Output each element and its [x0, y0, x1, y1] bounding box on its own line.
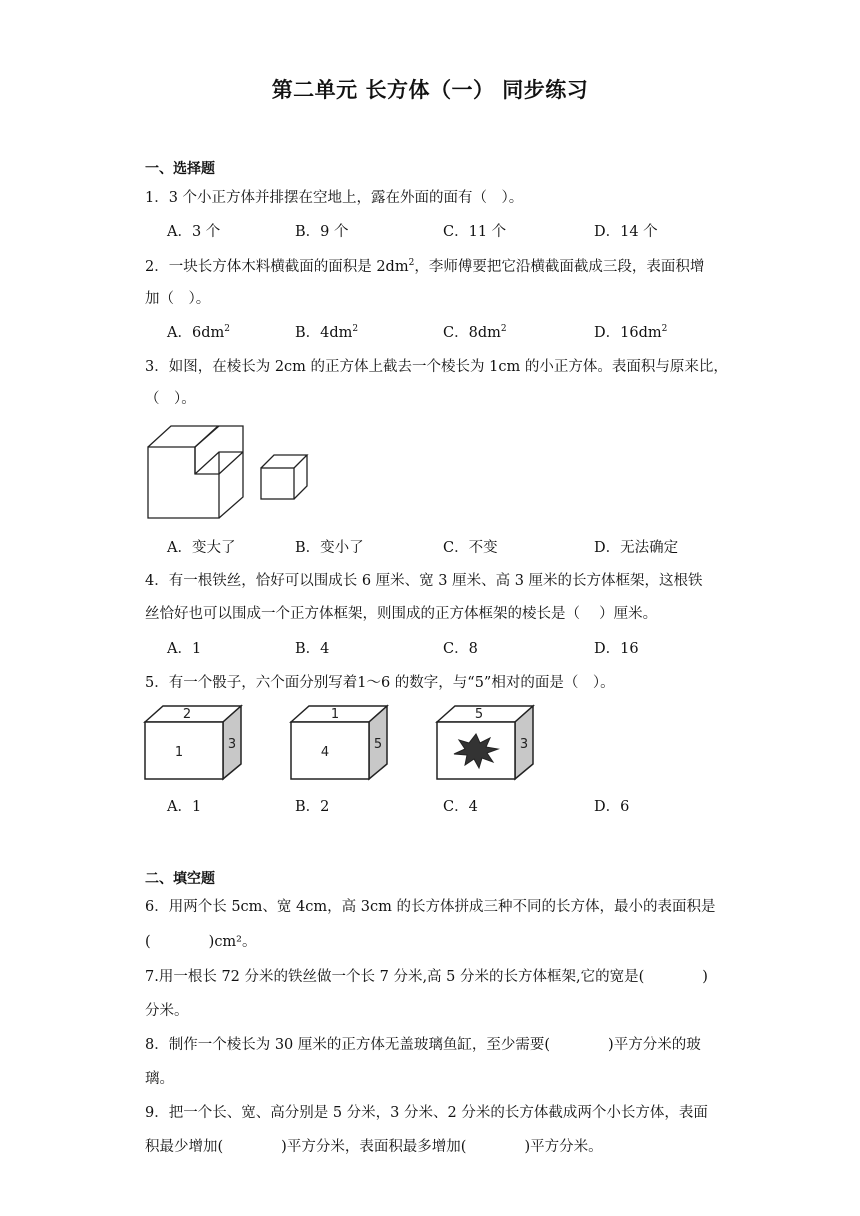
question-7-line-1: 7.用一根长 72 分米的铁丝做一个长 7 分米,高 5 分米的长方体框架,它的宽是( ) [145, 969, 708, 985]
q5-option-b: B．2 [295, 799, 330, 815]
die-2-front: 4 [320, 745, 330, 760]
q4-option-d: D．16 [594, 641, 639, 657]
question-8-line-2: 璃。 [145, 1071, 174, 1087]
q4-option-b: B．4 [295, 641, 330, 657]
question-4-line-1: 4．有一根铁丝，恰好可以围成长 6 厘米、宽 3 厘米、高 3 厘米的长方体框架，这根铁 [145, 573, 703, 589]
q2-superscript: 2 [408, 258, 415, 269]
q2-text-pre: 2．一块长方体木料横截面的面积是 2dm [145, 259, 409, 275]
q5-figure-dice [143, 704, 543, 782]
die-3-side: 3 [519, 737, 529, 752]
die-1 [145, 706, 241, 779]
q3-option-d: D．无法确定 [594, 540, 679, 556]
q2-option-b: B．$4dm^2$ [295, 324, 359, 341]
question-1: 1．3 个小正方体并排摆在空地上，露在外面的面有（ ）。 [145, 190, 524, 206]
die-3 [437, 706, 533, 779]
q3-option-c: C．不变 [443, 540, 498, 556]
q5-option-a: A．1 [167, 799, 202, 815]
die-1-front: 1 [174, 745, 184, 760]
die-2-side: 5 [373, 737, 383, 752]
q3-option-b: B．变小了 [295, 540, 364, 556]
question-3-line-2: （ ）。 [145, 391, 196, 407]
page-title: 第二单元 长方体（一） 同步练习 [271, 78, 589, 102]
question-2-line-2: 加（ ）。 [145, 291, 211, 307]
q2-option-c: C．$8dm^2$ [443, 324, 507, 341]
die-1-side: 3 [227, 737, 237, 752]
question-3-line-1: 3．如图，在棱长为 2cm 的正方体上截去一个棱长为 1cm 的小正方体。表面积与原来比， [145, 359, 728, 375]
q1-option-a: A．3 个 [167, 224, 221, 240]
q5-option-c: C．4 [443, 799, 478, 815]
question-4-line-2: 丝恰好也可以围成一个正方体框架，则围成的正方体框架的棱长是（ ）厘米。 [145, 606, 658, 622]
q3-figure-cubes [145, 422, 315, 522]
question-5: 5．有一个骰子，六个面分别写着1～6 的数字，与“5”相对的面是（ ）。 [145, 675, 615, 691]
q2-text-post: ，李师傅要把它沿横截面截成三段，表面积增 [414, 259, 705, 275]
q4-option-a: A．1 [167, 641, 202, 657]
q1-option-d: D．14 个 [594, 224, 658, 240]
question-7-line-2: 分米。 [145, 1003, 189, 1019]
q4-option-c: C．8 [443, 641, 478, 657]
section-heading-fill: 二、填空题 [145, 871, 215, 887]
q2-option-d: D．$16dm^2$ [594, 324, 668, 341]
question-6-line-2: ( )cm²。 [145, 934, 257, 950]
q3-option-a: A．变大了 [167, 540, 236, 556]
question-8-line-1: 8．制作一个棱长为 30 厘米的正方体无盖玻璃鱼缸，至少需要( )平方分米的玻 [145, 1037, 701, 1053]
die-2-top: 1 [330, 707, 340, 722]
q5-option-d: D．6 [594, 799, 630, 815]
question-6-line-1: 6．用两个长 5cm、宽 4cm，高 3cm 的长方体拼成三种不同的长方体，最小的表面积是 [145, 899, 716, 915]
q2-option-a: A．$6dm^2$ [167, 324, 230, 341]
section-heading-choice: 一、选择题 [145, 161, 215, 177]
die-2 [291, 706, 387, 779]
die-3-top: 5 [474, 707, 484, 722]
die-1-top: 2 [182, 707, 192, 722]
question-2-line-1 [145, 255, 704, 276]
question-9-line-2: 积最少增加( )平方分米，表面积最多增加( )平方分米。 [145, 1139, 603, 1155]
q1-option-c: C．11 个 [443, 224, 507, 240]
q1-option-b: B．9 个 [295, 224, 349, 240]
question-9-line-1: 9．把一个长、宽、高分别是 5 分米，3 分米、2 分米的长方体截成两个小长方体，表面 [145, 1105, 708, 1121]
